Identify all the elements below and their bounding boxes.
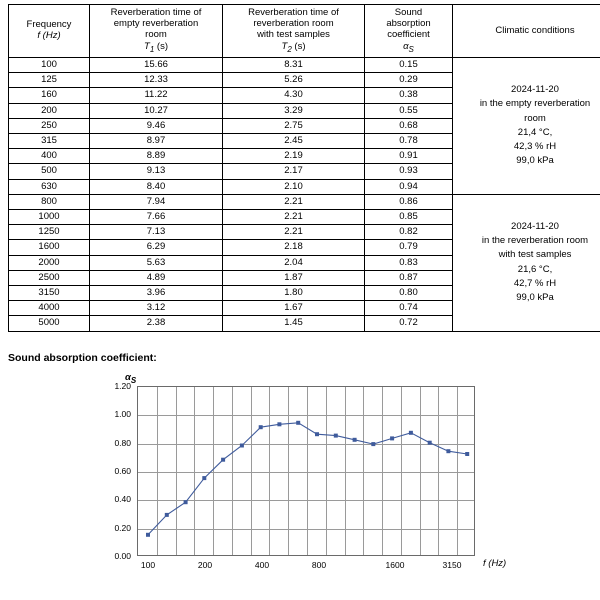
header-t1-symbol-row [92, 41, 220, 54]
climatic-1-temperature: 21,4 °C, [517, 126, 553, 138]
cell-frequency: 2000 [9, 255, 90, 270]
header-absorption-line3: coefficient [387, 29, 430, 41]
header-absorption-sub: S [408, 44, 414, 54]
cell-absorption: 0.29 [365, 73, 453, 88]
chart-xtick-3150: 3150 [442, 560, 462, 570]
header-t1-unit: (s) [156, 40, 168, 52]
cell-absorption: 0.94 [365, 179, 453, 194]
table-header [9, 5, 600, 58]
header-absorption [365, 5, 453, 58]
chart-x-axis-title: f (Hz) [483, 558, 507, 569]
cell-t2: 2.10 [223, 179, 365, 194]
cell-absorption: 0.79 [365, 240, 453, 255]
climatic-2-pressure: 99,0 kPa [516, 292, 554, 304]
chart-xtick-100: 100 [140, 560, 156, 570]
cell-t1: 7.66 [90, 209, 223, 224]
climatic-2-humidity: 42,7 % rH [513, 277, 557, 289]
climatic-2-location-line1: in the reverberation room [481, 235, 589, 247]
cell-frequency: 200 [9, 103, 90, 118]
chart-ytick-0.80: 0.80 [114, 437, 131, 448]
acoustic-measurement-table [8, 4, 600, 332]
header-absorption-line2: absorption [386, 18, 431, 30]
header-t2 [223, 5, 365, 58]
absorption-chart [95, 372, 535, 587]
cell-frequency: 400 [9, 149, 90, 164]
cell-frequency: 125 [9, 73, 90, 88]
climatic-conditions-block-1 [453, 57, 600, 194]
cell-frequency: 5000 [9, 316, 90, 331]
cell-absorption: 0.38 [365, 88, 453, 103]
header-frequency-label: Frequency [26, 19, 72, 31]
header-t2-unit: (s) [294, 40, 306, 52]
cell-absorption: 0.80 [365, 285, 453, 300]
cell-frequency: 4000 [9, 301, 90, 316]
header-frequency-unit: f (Hz) [37, 30, 61, 42]
cell-absorption: 0.86 [365, 194, 453, 209]
cell-t1: 4.89 [90, 270, 223, 285]
header-t1-symbol: T [144, 40, 150, 52]
chart-ytick-0.60: 0.60 [114, 466, 131, 476]
chart-xtick-200: 200 [197, 560, 213, 570]
cell-frequency: 160 [9, 88, 90, 103]
chart-ytick-0.40: 0.40 [114, 494, 131, 505]
cell-t2: 1.80 [223, 285, 365, 300]
cell-t1: 12.33 [90, 73, 223, 88]
climatic-2-location-line2: with test samples [498, 249, 572, 261]
cell-t1: 3.12 [90, 301, 223, 316]
chart-series-line [137, 386, 475, 556]
cell-t2: 2.21 [223, 209, 365, 224]
climatic-1-location-line1: in the empty reverberation [479, 98, 591, 110]
header-t1-line1: Reverberation time of [110, 7, 202, 18]
cell-absorption: 0.83 [365, 255, 453, 270]
chart-ytick-1.00: 1.00 [114, 409, 131, 420]
cell-absorption: 0.74 [365, 301, 453, 316]
cell-t2: 2.75 [223, 118, 365, 133]
table-header-row [9, 5, 600, 58]
cell-t2: 2.21 [223, 225, 365, 240]
climatic-1-pressure: 99,0 kPa [516, 155, 554, 167]
cell-frequency: 800 [9, 194, 90, 209]
header-frequency [9, 5, 90, 58]
cell-t2: 2.21 [223, 194, 365, 209]
cell-t1: 3.96 [90, 285, 223, 300]
cell-absorption: 0.85 [365, 209, 453, 224]
cell-frequency: 315 [9, 133, 90, 148]
table-row [9, 57, 600, 72]
cell-t1: 7.94 [90, 194, 223, 209]
chart-xtick-800: 800 [311, 560, 327, 570]
cell-frequency: 100 [9, 57, 90, 72]
cell-t1: 9.46 [90, 118, 223, 133]
cell-t1: 2.38 [90, 316, 223, 331]
header-t1-line2: empty reverberation [113, 18, 199, 30]
cell-absorption: 0.78 [365, 133, 453, 148]
header-t1 [90, 5, 223, 58]
cell-t1: 10.27 [90, 103, 223, 118]
cell-frequency: 500 [9, 164, 90, 179]
climatic-1-location-line2: room [524, 112, 546, 124]
chart-ytick-1.20: 1.20 [114, 381, 131, 391]
cell-t2: 1.87 [223, 270, 365, 285]
cell-t2: 2.19 [223, 149, 365, 164]
cell-t1: 7.13 [90, 225, 223, 240]
cell-absorption: 0.87 [365, 270, 453, 285]
climatic-2-date: 2024-11-20 [511, 221, 559, 233]
cell-t1: 11.22 [90, 88, 223, 103]
chart-y-axis-sub: S [130, 375, 137, 385]
cell-t2: 1.45 [223, 316, 365, 331]
cell-absorption: 0.72 [365, 316, 453, 331]
table-body [9, 57, 600, 331]
cell-t2: 3.29 [223, 103, 365, 118]
cell-frequency: 1600 [9, 240, 90, 255]
header-t2-line3: with test samples [257, 29, 330, 41]
cell-t2: 2.17 [223, 164, 365, 179]
chart-line [148, 423, 467, 535]
cell-frequency: 2500 [9, 270, 90, 285]
cell-t2: 2.04 [223, 255, 365, 270]
cell-frequency: 1250 [9, 225, 90, 240]
cell-frequency: 3150 [9, 285, 90, 300]
climatic-1-date: 2024-11-20 [511, 84, 559, 96]
cell-absorption: 0.82 [365, 225, 453, 240]
header-t2-symbol: T [281, 40, 288, 52]
chart-xtick-1600: 1600 [385, 560, 405, 570]
cell-frequency: 630 [9, 179, 90, 194]
cell-t2: 4.30 [223, 88, 365, 103]
header-climatic: Climatic conditions [453, 5, 600, 58]
header-t2-line2: reverberation room [253, 18, 334, 30]
cell-absorption: 0.68 [365, 118, 453, 133]
table-row [9, 194, 600, 209]
chart-ytick-0.20: 0.20 [114, 522, 131, 533]
chart-xtick-400: 400 [254, 560, 270, 570]
cell-t1: 8.89 [90, 149, 223, 164]
climatic-conditions-block-2 [453, 194, 600, 331]
cell-t1: 15.66 [90, 57, 223, 72]
chart-caption: Sound absorption coefficient: [8, 352, 157, 364]
header-t1-sub: 1 [149, 44, 155, 54]
header-absorption-symbol: α [403, 40, 409, 52]
cell-t1: 9.13 [90, 164, 223, 179]
header-absorption-symbol-row [367, 41, 450, 54]
climatic-2-temperature: 21,6 °C, [517, 263, 553, 275]
cell-t2: 5.26 [223, 73, 365, 88]
cell-absorption: 0.93 [365, 164, 453, 179]
cell-t1: 8.97 [90, 133, 223, 148]
climatic-1-humidity: 42,3 % rH [513, 141, 557, 153]
chart-ytick-0.00: 0.00 [114, 551, 131, 561]
cell-t1: 5.63 [90, 255, 223, 270]
cell-t2: 8.31 [223, 57, 365, 72]
header-absorption-line1: Sound [394, 7, 423, 18]
cell-absorption: 0.15 [365, 57, 453, 72]
cell-t1: 6.29 [90, 240, 223, 255]
cell-t2: 2.45 [223, 133, 365, 148]
chart-y-axis-symbol: α [125, 372, 131, 383]
cell-frequency: 250 [9, 118, 90, 133]
header-t2-line1: Reverberation time of [248, 7, 339, 18]
cell-absorption: 0.91 [365, 149, 453, 164]
cell-t2: 1.67 [223, 301, 365, 316]
header-t1-line3: room [145, 29, 167, 41]
header-t2-sub: 2 [287, 44, 292, 54]
cell-t2: 2.18 [223, 240, 365, 255]
cell-absorption: 0.55 [365, 103, 453, 118]
cell-t1: 8.40 [90, 179, 223, 194]
cell-frequency: 1000 [9, 209, 90, 224]
header-t2-symbol-row [225, 41, 362, 54]
